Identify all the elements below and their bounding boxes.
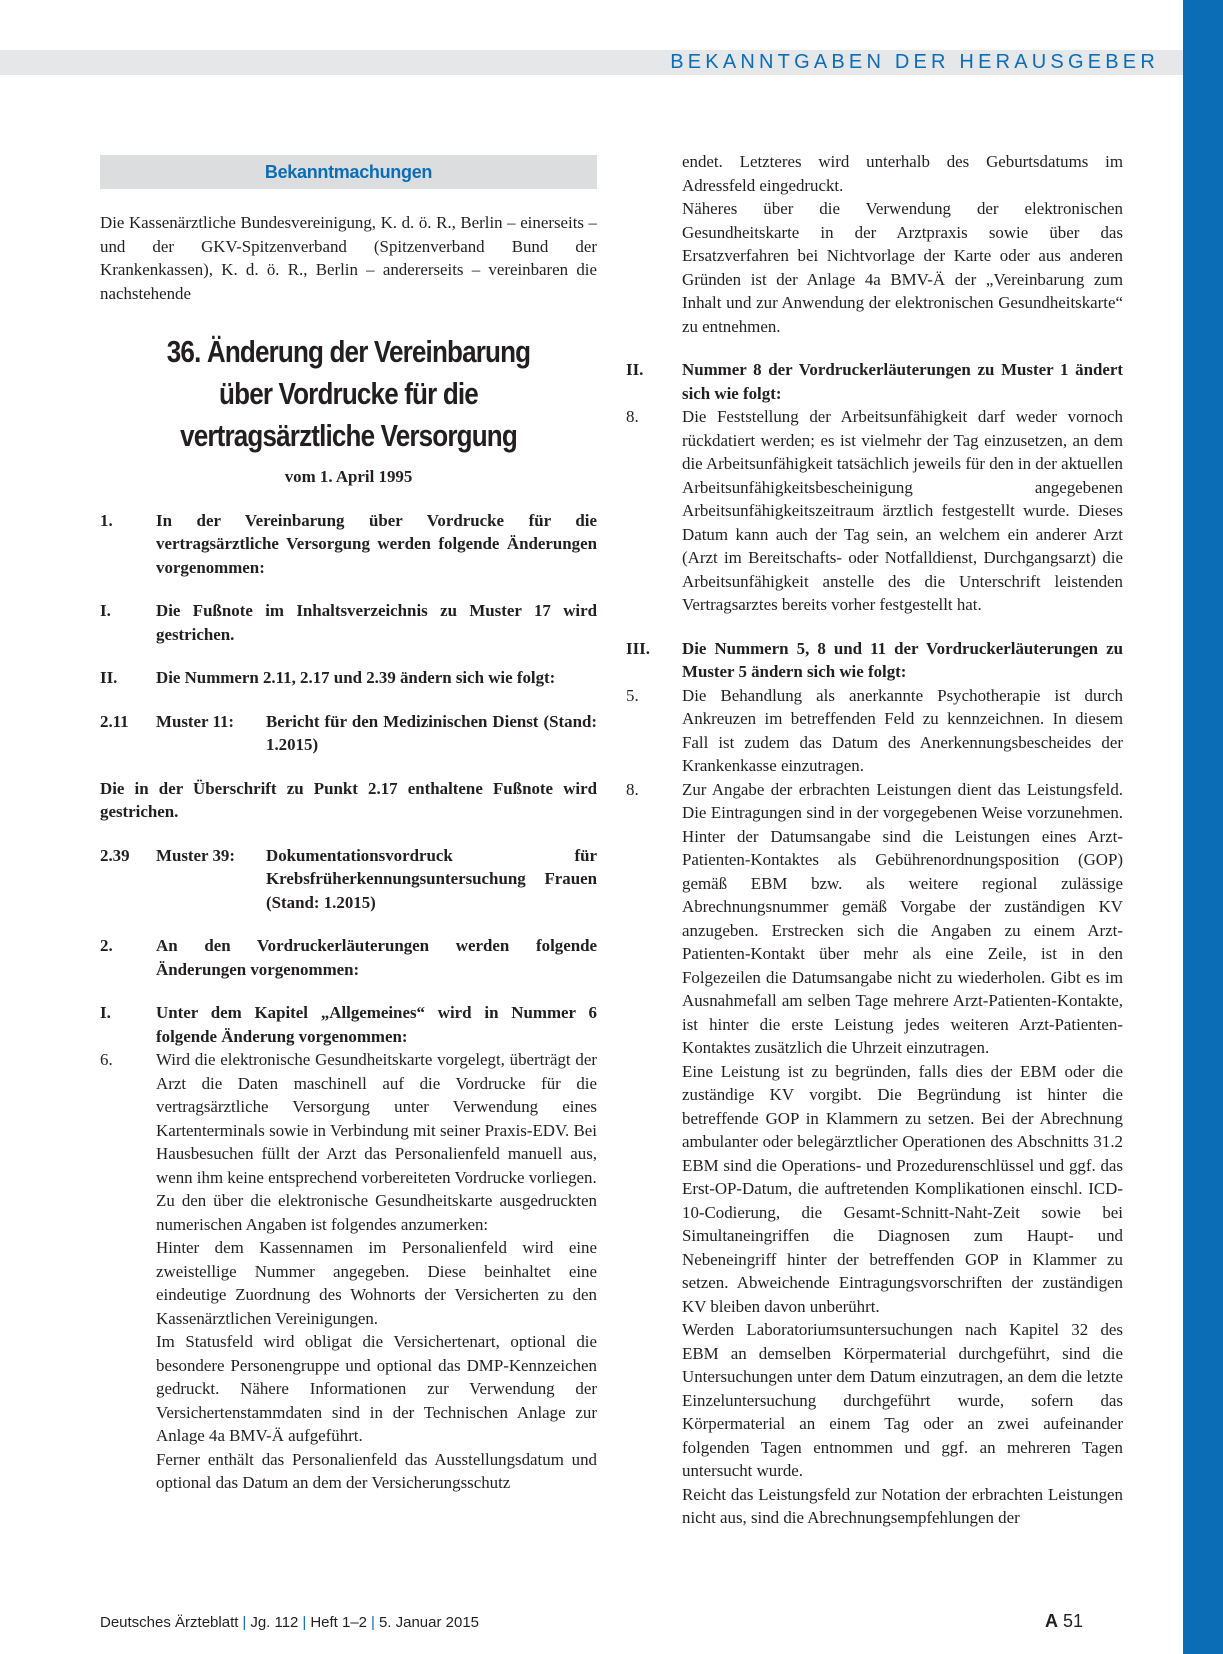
side-accent-bar: [1183, 0, 1223, 1654]
muster-text: Dokumentationsvordruck für Krebsfrüherkennungsuntersuchung Frauen (Stand: 1.2015): [266, 845, 597, 912]
page-footer: [100, 1614, 479, 1631]
item-text: Die Feststellung der Arbeitsunfähigkeit darf weder vornoch rückdatiert werden; es ist vielmehr der Tag einzusetzen, an dem die Arbeitsunfähigkeit tatsächlich jeweils für den in der aktuellen Arbeitsunfähigkeitsbescheinigung angegebenen Arbeitsunfähigkeitszeitraum ärztlich festgestellt wurde. Dieses Datum kann auch der Tag sein, an welchem ein anderer Arzt (Arzt im Bereitschafts- oder Notfalldienst, Durchgangsarzt) die Arbeitsunfähigkeit anstelle des die Unterschrift leistenden Vertragsarztes bereits vorher festgestellt hat.: [682, 407, 1123, 614]
continuation-block: [626, 150, 1123, 338]
muster-entry: [100, 844, 597, 915]
item-number: 8.: [626, 779, 639, 799]
item-number: II.: [626, 360, 644, 379]
item-number: II.: [100, 668, 118, 687]
list-item: [100, 1048, 597, 1495]
item-text: Die Nummern 5, 8 und 11 der Vordruckerläuterungen zu Muster 5 ändern sich wie folgt:: [682, 638, 1123, 681]
muster-entry: [100, 710, 597, 757]
headline-line-3: vertragsärztliche Versorgung: [180, 418, 517, 453]
page-number: [1045, 1611, 1083, 1632]
footer-separator: |: [302, 1614, 307, 1631]
list-item: [100, 1001, 597, 1048]
list-item: [626, 637, 1123, 684]
journal-issue: Heft 1–2: [310, 1614, 368, 1631]
list-item: [626, 684, 1123, 778]
list-item: [100, 599, 597, 646]
article-headline: [140, 331, 557, 457]
item-text: Die Fußnote im Inhaltsverzeichnis zu Muster 17 wird gestrichen.: [156, 601, 597, 644]
item-number: 2.: [100, 936, 113, 955]
footnote-paragraph: Die in der Überschrift zu Punkt 2.17 enthaltene Fußnote wird gestrichen.: [100, 778, 597, 821]
list-item: [100, 934, 597, 981]
footer-separator: |: [371, 1614, 375, 1631]
item-paragraph: Im Statusfeld wird obligat die Versichertenart, optional die besondere Personengruppe und optional das DMP-Kennzeichen gedruckt. Nähere Informationen zur Verwendung der Versichertenstammdaten sind in der Technischen Anlage zur Anlage 4a BMV-Ä aufgeführt.: [156, 1332, 597, 1445]
item-number: 6.: [100, 1050, 113, 1069]
item-paragraph: endet. Letzteres wird unterhalb des Geburtsdatums im Adressfeld eingedruckt.: [682, 152, 1123, 195]
section-header-title: BEKANNTGABEN DER HERAUSGEBER: [670, 51, 1159, 73]
item-body: [682, 778, 1123, 1530]
item-number: 1.: [100, 510, 113, 530]
right-column: [626, 150, 1123, 1530]
item-paragraph: Werden Laboratoriumsuntersuchungen nach Kapitel 32 des EBM an demselben Körpermaterial durchgeführt, sind die Untersuchungen unter dem Datum einzutragen, an dem die letzte Einzeluntersuchung durchgeführt wurde, sofern das Körpermaterial an einem Tag oder an zwei aufeinander folgenden Tagen entnommen und ggf. an mehreren Tagen untersucht wurde.: [682, 1320, 1123, 1480]
left-column: [100, 155, 597, 1495]
muster-text: Bericht für den Medizinischen Dienst (Stand: 1.2015): [266, 711, 597, 754]
item-text: An den Vordruckerläuterungen werden folgende Änderungen vorgenommen:: [156, 936, 597, 979]
item-text: Die Nummern 2.11, 2.17 und 2.39 ändern sich wie folgt:: [156, 668, 556, 687]
item-text: Die Behandlung als anerkannte Psychotherapie ist durch Ankreuzen im betreffenden Feld zu kennzeichnen. In diesem Fall ist zudem das Datum des Anerkennungsbescheides der Krankenkasse einzutragen.: [682, 685, 1123, 775]
item-body: [682, 150, 1123, 338]
intro-paragraph: Die Kassenärztliche Bundesvereinigung, K. d. ö. R., Berlin – einerseits – und der GKV-Spitzenverband (Spitzenverband Bund der Krankenkassen), K. d. ö. R., Berlin – andererseits – vereinbaren die nachstehende: [100, 213, 597, 303]
muster-label: Muster 11:: [156, 711, 235, 731]
item-paragraph: Hinter dem Kassennamen im Personalienfeld wird eine zweistellige Nummer angegeben. Diese beinhaltet eine eindeutige Zuordnung des Wohnorts der Versicherten zu den Kassenärztlichen Vereinigungen.: [156, 1238, 597, 1328]
muster-number: 2.39: [100, 845, 130, 865]
muster-label: Muster 39:: [156, 845, 235, 865]
headline-line-1: 36. Änderung der Vereinbarung: [166, 334, 531, 369]
item-text: Unter dem Kapitel „Allgemeines“ wird in Nummer 6 folgende Änderung vorgenommen:: [156, 1003, 597, 1046]
page-number-value: 51: [1062, 1611, 1083, 1631]
item-number: 5.: [626, 685, 639, 705]
item-paragraph: Zur Angabe der erbrachten Leistungen dient das Leistungsfeld. Die Eintragungen sind in der vorgegebenen Weise vorzunehmen. Hinter der Datumsangabe sind die Leistungen eines Arzt-Patienten-Kontaktes als Gebührenordnungsposition (GOP) gemäß EBM bzw. als weitere regional zulässige Abrechnungsnummer gemäß Vorgabe der zuständigen KV anzugeben. Erstrecken sich die Angaben zu einem Arzt-Patienten-Kontakt über mehr als eine Zeile, ist in den Folgezeilen die Datumsangabe nicht zu wiederholen. Gibt es im Ausnahmefall am selben Tage mehrere Arzt-Patienten-Kontakte, ist hinter die erste Leistung jedes weiteren Arzt-Patienten-Kontaktes zusätzlich die Uhrzeit einzutragen.: [682, 779, 1123, 1057]
section-label: Bekanntmachungen: [100, 155, 597, 189]
list-item: [626, 358, 1123, 405]
item-paragraph: Näheres über die Verwendung der elektronischen Gesundheitskarte in der Arztpraxis sowie über das Ersatzverfahren bei Nichtvorlage der Karte oder aus anderen Gründen ist der Anlage 4a BMV-Ä der „Vereinbarung zum Inhalt und zur Anwendung der elektronischen Gesundheitskarte“ zu entnehmen.: [682, 199, 1123, 336]
item-paragraph: Wird die elektronische Gesundheitskarte vorgelegt, überträgt der Arzt die Daten maschinell auf die Vordrucke für die vertragsärztliche Versorgung unter Verwendung eines Kartenterminals sowie in Verbindung mit seiner Praxis-EDV. Bei Hausbesuchen füllt der Arzt das Personalienfeld manuell aus, wenn ihm keine entsprechend vorbereiteten Vordrucke vorliegen.: [156, 1050, 597, 1187]
list-item: [100, 666, 597, 690]
journal-name: Deutsches Ärzteblatt: [100, 1614, 239, 1631]
item-number: I.: [100, 1003, 111, 1022]
list-item: [100, 509, 597, 580]
item-number: III.: [626, 638, 650, 658]
item-number: 8.: [626, 407, 639, 426]
journal-volume: Jg. 112: [250, 1614, 299, 1631]
item-paragraph: Ferner enthält das Personalienfeld das Ausstellungsdatum und optional das Datum an dem der Versicherungsschutz: [156, 1449, 597, 1492]
item-text: In der Vereinbarung über Vordrucke für die vertragsärztliche Versorgung werden folgende Änderungen vorgenommen:: [156, 510, 597, 577]
item-body: [156, 1048, 597, 1495]
item-text: Nummer 8 der Vordruckerläuterungen zu Muster 1 ändert sich wie folgt:: [682, 360, 1123, 403]
article-date: vom 1. April 1995: [284, 467, 413, 486]
item-number-spacer: [626, 150, 682, 338]
journal-date: 5. Januar 2015: [378, 1614, 480, 1631]
footer-separator: |: [242, 1614, 247, 1631]
muster-number: 2.11: [100, 711, 129, 731]
headline-line-2: über Vordrucke für die: [219, 376, 478, 411]
item-paragraph: Zu den über die elektronische Gesundheitskarte ausgedruckten numerischen Angaben ist folgendes anzumerken:: [156, 1191, 597, 1234]
item-number: I.: [100, 601, 111, 620]
item-paragraph: Eine Leistung ist zu begründen, falls dies der EBM oder die zuständige KV vorgibt. Die Begründung ist hinter die betreffende GOP in Klammern zu setzen. Bei der Abrechnung ambulanter oder belegärztlicher Operationen des Abschnitts 31.2 EBM sind die Operations- und Prozedurenschlüssel und ggf. das Erst-OP-Datum, die auftretenden Komplikationen einschl. ICD-10-Codierung, die Gesamt-Schnitt-Naht-Zeit sowie bei Simultaneingriffen die Diagnosen zum Haupt- und Nebeneingriff hinter der betreffenden GOP in Klammer zu setzen. Abweichende Eintragungsvorschriften der zuständigen KV bleiben davon unberührt.: [682, 1061, 1123, 1316]
item-paragraph: Reicht das Leistungsfeld zur Notation der erbrachten Leistungen nicht aus, sind die Abrechnungsempfehlungen der: [682, 1484, 1123, 1527]
list-item: [626, 778, 1123, 1530]
list-item: [626, 405, 1123, 617]
page-prefix: A: [1044, 1611, 1058, 1631]
